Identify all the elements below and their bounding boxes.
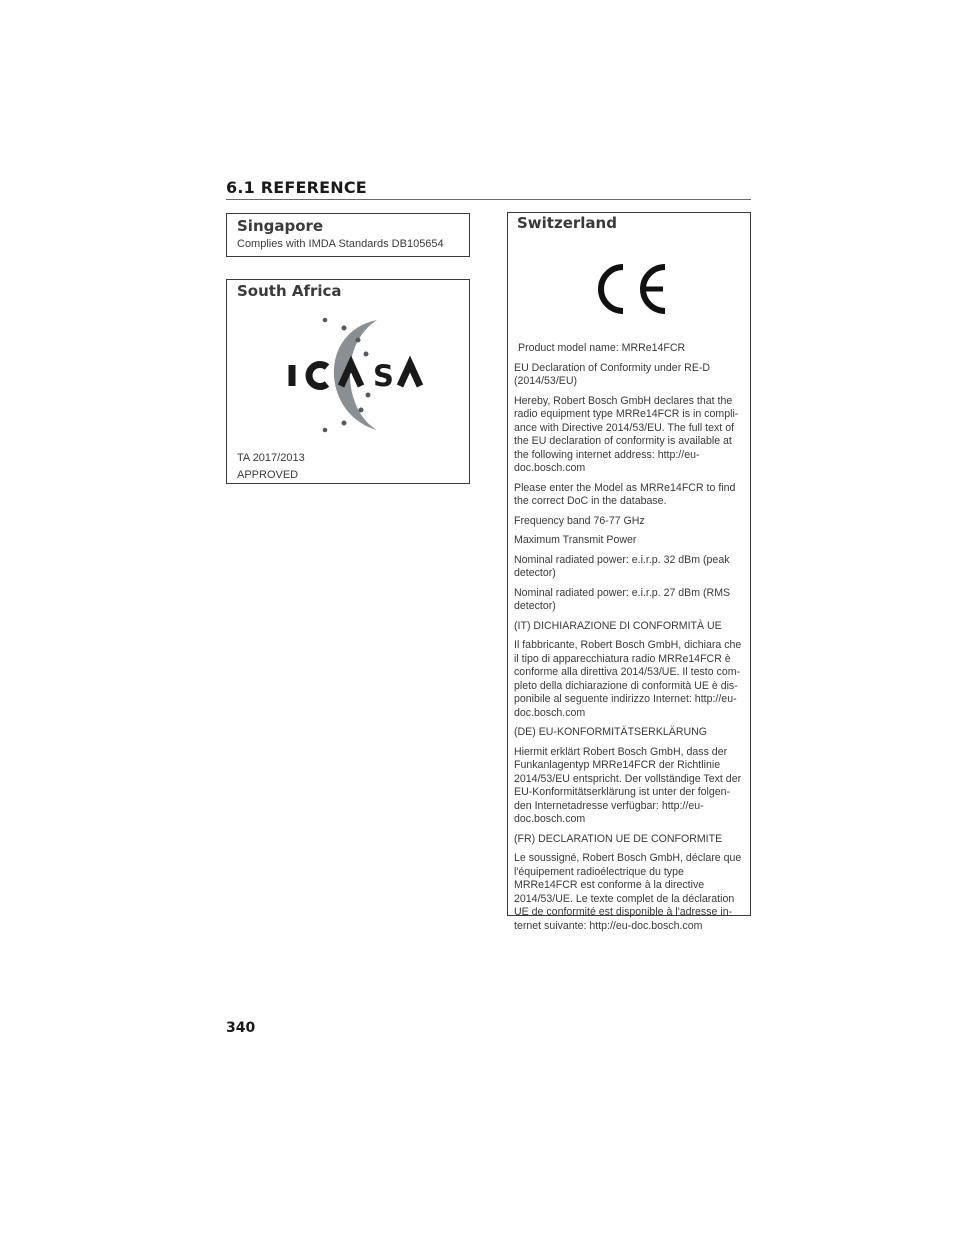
declaration-text [514, 342, 746, 939]
heading-it: (IT) DICHIARAZIONE DI CONFORMITÀ UE [514, 619, 722, 632]
ta-number: TA 2017/2013 [237, 452, 305, 464]
icasa-lettering [292, 364, 420, 387]
singapore-title: Singapore [237, 217, 324, 235]
heading-de: (DE) EU-KONFORMITÄTSERKLÄRUNG [514, 726, 708, 738]
ce-mark-icon [593, 260, 669, 318]
south-africa-title: South Africa [237, 282, 342, 300]
declaration-de: Hiermit erklärt Robert Bosch GmbH, dass der Funkanlagentyp MRRe14FCR der Richtlinie 2014/53/EU entspricht. Der vollständige Text der EU-Konformitätserklärung ist unter der folgen-den Internetadresse verfügbar: http://eu-doc.bosch.com [514, 745, 742, 825]
switzerland-box [507, 212, 751, 932]
singapore-box [226, 213, 470, 257]
declaration-it: Il fabbricante, Robert Bosch GmbH, dichiara che il tipo di apparecchiatura radio MRRe14FCR è conforme alla direttiva 2014/53/UE. Il testo com-pleto della dichiarazione di conformità UE è dis-ponibile al seguente indirizzo Internet: http://eu-doc.bosch.com [514, 639, 742, 719]
heading-fr: (FR) DECLARATION UE DE CONFORMITE [514, 832, 723, 845]
frequency-band: Frequency band 76-77 GHz [514, 514, 645, 527]
power-peak: Nominal radiated power: e.i.r.p. 32 dBm (peak detector) [514, 553, 730, 579]
south-africa-box [226, 279, 470, 484]
icasa-letter-s: S [373, 359, 394, 393]
approved-label: APPROVED [237, 469, 299, 481]
section-divider [226, 199, 751, 200]
power-rms: Nominal radiated power: e.i.r.p. 27 dBm (RMS detector) [514, 586, 731, 612]
singapore-compliance-text: Complies with IMDA Standards DB105654 [237, 238, 444, 250]
declaration-en: Hereby, Robert Bosch GmbH declares that the radio equipment type MRRe14FCR is in compli-ance with Directive 2014/53/EU. The full text of the EU declaration of conformity is available at the following internet address: http://eu-doc.bosch.com [514, 394, 739, 474]
section-title: 6.1 REFERENCE [226, 178, 367, 197]
declaration-fr: Le soussigné, Robert Bosch GmbH, déclare que l'équipement radioélectrique du type MRRe14FCR est conforme à la directive 2014/53/UE. Le texte complet de la déclaration UE de conformité est disponible à l'adresse in-ternet suivante: http://eu-doc.bosch.com [514, 852, 742, 932]
switzerland-title: Switzerland [517, 214, 617, 232]
max-transmit-power: Maximum Transmit Power [514, 534, 637, 546]
model-instruction: Please enter the Model as MRRe14FCR to find the correct DoC in the database. [514, 481, 736, 507]
page-number: 340 [226, 1020, 256, 1036]
product-model: Product model name: MRRe14FCR [518, 342, 686, 354]
eu-declaration-heading: EU Declaration of Conformity under RE-D (2014/53/EU) [514, 361, 711, 387]
